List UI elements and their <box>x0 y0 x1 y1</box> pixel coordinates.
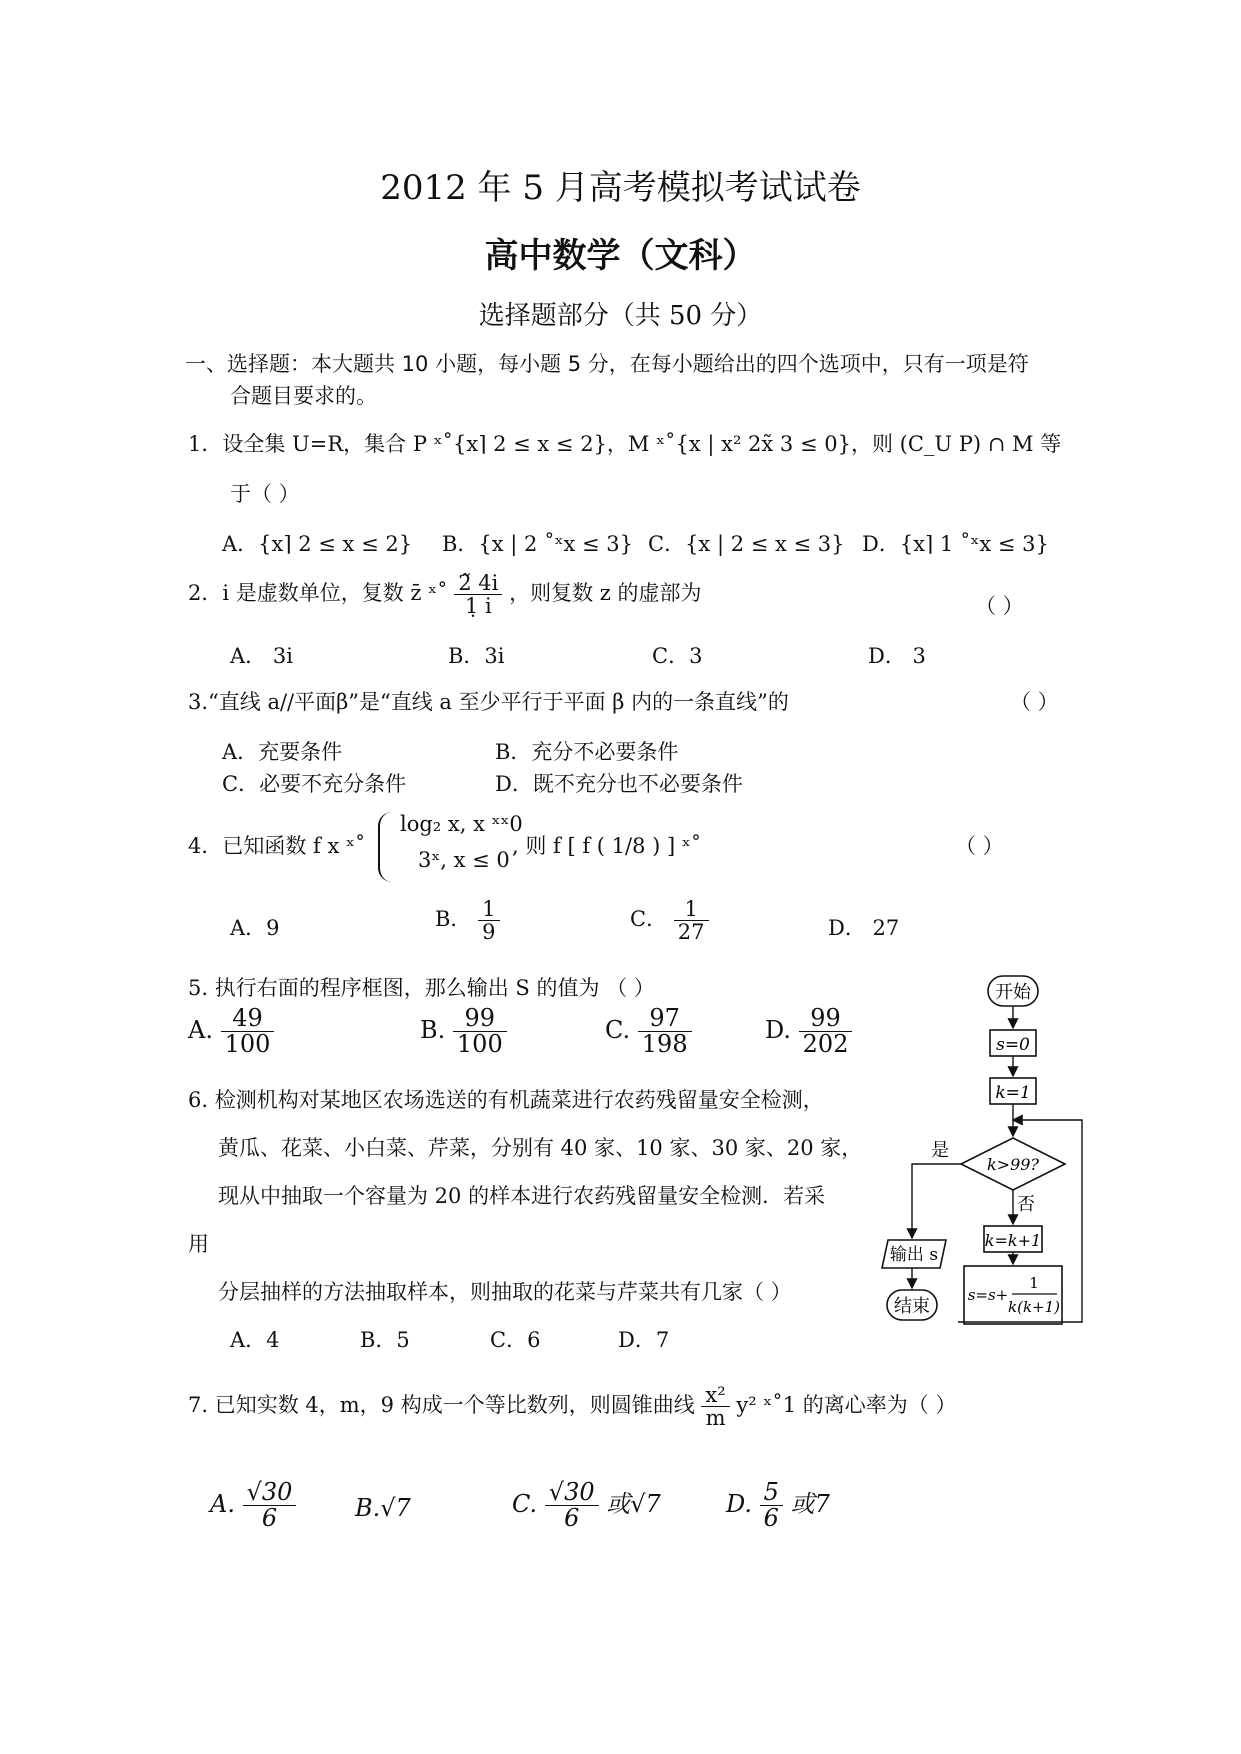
q7-fraction-num: x² <box>701 1384 729 1407</box>
q5-option-a <box>188 1006 274 1057</box>
q4-case-1: log₂ x, x ˣˣ0 <box>400 812 523 836</box>
q1-option-b: B．{x | 2 ˚ˣx ≤ 3} <box>442 532 634 556</box>
q5-option-c-num: 97 <box>638 1006 692 1032</box>
flowchart-no-label: 否 <box>1017 1194 1035 1215</box>
q1-stem: 1．设全集 U=R，集合 P ˣ˚{x⌉ 2 ≤ x ≤ 2}，M ˣ˚{x | x² 2x̃ 3 ≤ 0}，则 (C_U P) ∩ M 等 <box>188 432 1062 456</box>
q2-stem <box>188 572 702 617</box>
q4-option-c-num: 1 <box>674 898 709 921</box>
q2-option-c: C．3 <box>652 644 703 668</box>
q4-option-b-num: 1 <box>478 898 499 921</box>
section-instructions-line1: 一、选择题：本大题共 10 小题，每小题 5 分，在每小题给出的四个选项中，只有一项是符 <box>185 352 1029 376</box>
q7-option-a <box>210 1480 296 1531</box>
q2-answer-paren: （ ） <box>975 594 1024 618</box>
q2-fraction <box>454 572 502 617</box>
q7-option-b: B.√7 <box>355 1494 411 1522</box>
q2-fraction-den: 1̣ i <box>464 594 492 619</box>
q7-option-c <box>512 1480 661 1531</box>
q7-fraction-den: m <box>705 1406 726 1431</box>
q6-line1: 6. 检测机构对某地区农场选送的有机蔬菜进行农药残留量安全检测， <box>188 1088 824 1112</box>
flowchart-increment-text: k=k+1 <box>984 1231 1042 1250</box>
q7-option-c-num: √30 <box>545 1480 599 1506</box>
q6-line4: 用 <box>188 1232 209 1256</box>
q7-option-a-den: 6 <box>261 1504 278 1533</box>
q5-option-b-label: B. <box>420 1016 446 1045</box>
exam-subject: 高中数学（文科） <box>484 236 757 276</box>
q6-line3: 现从中抽取一个容量为 20 的样本进行农药残留量安全检测．若采 <box>218 1184 826 1208</box>
q7-option-a-fraction <box>243 1480 297 1531</box>
q7-option-d-label: D. <box>726 1490 753 1519</box>
q6-option-a: A．4 <box>230 1328 280 1352</box>
q4-option-c-fraction <box>674 898 709 943</box>
q3-stem: 3.“直线 a//平面β”是“直线 a 至少平行于平面 β 内的一条直线”的 <box>188 690 789 714</box>
q7-option-d-post: 或7 <box>790 1490 830 1519</box>
q5-option-c <box>605 1006 692 1057</box>
q3-option-d: D．既不充分也不必要条件 <box>495 772 743 796</box>
q7-option-a-label: A. <box>210 1490 235 1519</box>
q6-option-d: D．7 <box>618 1328 670 1352</box>
flowchart-output-text: 输出 s <box>889 1245 939 1265</box>
q7-option-c-den: 6 <box>564 1504 580 1533</box>
q5-option-a-num: 49 <box>221 1006 275 1032</box>
exam-title: 2012 年 5 月高考模拟考试试卷 <box>380 168 861 208</box>
q4-option-c-label: C． <box>630 907 668 932</box>
section-instructions-line2: 合题目要求的。 <box>230 384 377 408</box>
q1-stem-cont: 于（ ） <box>230 482 300 506</box>
q4-case-2: 3ˣ, x ≤ 0 <box>418 848 510 872</box>
q6-line2: 黄瓜、花菜、小白菜、芹菜，分别有 40 家、10 家、30 家、20 家， <box>218 1136 863 1160</box>
q7-option-c-post: 或√7 <box>606 1490 661 1519</box>
q3-option-c: C．必要不充分条件 <box>222 772 407 796</box>
q5-option-a-fraction <box>221 1006 275 1057</box>
q1-option-d: D．{x⌉ 1 ˚ˣx ≤ 3} <box>862 532 1049 556</box>
q6-option-c: C．6 <box>490 1328 541 1352</box>
q5-option-c-den: 198 <box>641 1030 688 1059</box>
q4-stem-pre: 4．已知函数 f x ˣ˚ <box>188 834 366 858</box>
q1-option-c: C．{x | 2 ≤ x ≤ 3} <box>648 532 845 556</box>
flowchart-yes-label: 是 <box>931 1140 949 1161</box>
q7-stem-pre: 7. 已知实数 4，m，9 构成一个等比数列，则圆锥曲线 <box>188 1393 695 1418</box>
flowchart-yes-arrow <box>912 1164 961 1238</box>
flowchart-start-text: 开始 <box>995 982 1031 1003</box>
q4-answer-paren: （ ） <box>955 834 1004 858</box>
q3-option-a: A．充要条件 <box>222 740 343 764</box>
q5-option-d-fraction <box>799 1006 853 1057</box>
q4-option-b-den: 9 <box>482 920 496 945</box>
q4-option-d: D． 27 <box>828 916 900 940</box>
q5-option-c-fraction <box>638 1006 692 1057</box>
program-flowchart <box>860 970 1100 1350</box>
flowchart-end-text: 结束 <box>894 1296 930 1317</box>
q5-option-b <box>420 1006 507 1057</box>
q2-stem-pre: 2．i 是虚数单位，复数 z̄ ˣ˚ <box>188 581 448 606</box>
flowchart-decision-text: k>99? <box>986 1155 1040 1174</box>
q2-option-d: D． 3 <box>868 644 926 668</box>
q5-option-b-fraction <box>453 1006 507 1057</box>
q7-option-d-fraction <box>760 1480 783 1531</box>
q4-stem-post: , 则 f [ f ( 1/8 ) ] ˣ˚ <box>512 834 702 858</box>
q7-option-d <box>726 1480 830 1531</box>
q4-option-b <box>435 898 500 943</box>
q6-line5: 分层抽样的方法抽取样本，则抽取的花菜与芹菜共有几家（ ） <box>218 1280 792 1304</box>
q5-stem: 5. 执行右面的程序框图，那么输出 S 的值为 （ ） <box>188 976 655 1000</box>
q7-option-d-num: 5 <box>760 1480 783 1506</box>
q6-option-b: B．5 <box>360 1328 410 1352</box>
q7-stem <box>188 1384 956 1429</box>
q5-option-d-label: D. <box>765 1016 792 1045</box>
q4-option-b-label: B． <box>435 907 472 932</box>
q2-option-b: B．3i <box>448 644 505 668</box>
q5-option-c-label: C. <box>605 1016 631 1045</box>
q7-option-d-den: 6 <box>763 1504 779 1533</box>
q7-fraction <box>701 1384 729 1429</box>
q2-fraction-num: 2̃ 4i <box>454 572 502 595</box>
flowchart-update-pre: s=s+ <box>967 1286 1009 1304</box>
q4-option-b-fraction <box>478 898 499 943</box>
q5-option-d-den: 202 <box>802 1030 849 1059</box>
q4-option-a: A．9 <box>230 916 280 940</box>
q5-option-a-den: 100 <box>224 1030 271 1059</box>
q2-stem-post: ，则复数 z 的虚部为 <box>509 581 702 606</box>
q5-option-d-num: 99 <box>799 1006 853 1032</box>
q5-option-a-label: A. <box>188 1016 213 1045</box>
q2-option-a: A． 3i <box>230 644 293 668</box>
flowchart-update-den: k(k+1) <box>1008 1298 1060 1316</box>
q4-case-brace <box>378 812 396 882</box>
part-title: 选择题部分（共 50 分） <box>478 301 763 331</box>
q4-option-c <box>630 898 709 943</box>
q1-option-a: A．{x⌉ 2 ≤ x ≤ 2} <box>222 532 413 556</box>
q3-answer-paren: （ ） <box>1010 690 1059 714</box>
q7-option-a-num: √30 <box>243 1480 297 1506</box>
q3-option-b: B．充分不必要条件 <box>495 740 679 764</box>
q5-option-d <box>765 1006 852 1057</box>
q5-option-b-den: 100 <box>456 1030 503 1059</box>
flowchart-init-k-text: k=1 <box>995 1083 1031 1103</box>
q7-stem-post: y² ˣ˚1 的离心率为（ ） <box>736 1393 957 1418</box>
q5-option-b-num: 99 <box>453 1006 507 1032</box>
flowchart-update-num: 1 <box>1029 1274 1039 1292</box>
q4-option-c-den: 27 <box>677 920 705 945</box>
q7-option-c-label: C. <box>512 1490 538 1519</box>
flowchart-init-s-text: s=0 <box>996 1035 1030 1055</box>
q7-option-c-fraction <box>545 1480 599 1531</box>
